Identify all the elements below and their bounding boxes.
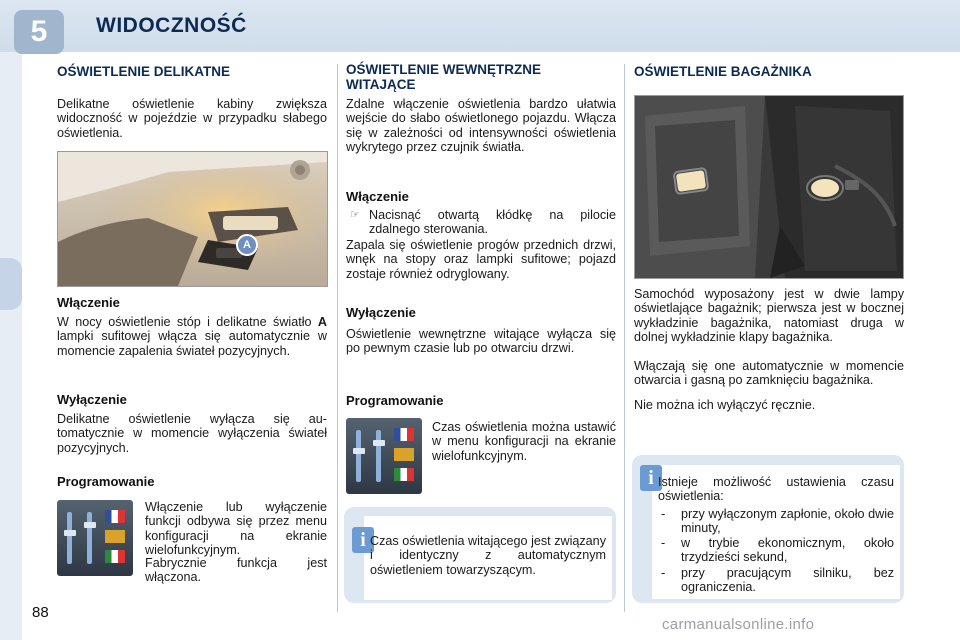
boot-lighting-manual-note: Nie można ich wyłączyć ręcznie. (634, 398, 816, 412)
heading-switch-off: Wyłączenie (57, 392, 127, 407)
watermark: carmanualsonline.info (662, 616, 815, 633)
column-divider (624, 64, 625, 612)
section-title-boot-lighting: OŚWIETLENIE BAGAŻNIKA (634, 64, 812, 79)
chapter-title: WIDOCZNOŚĆ (96, 14, 247, 37)
switch-on-text-part: lampki sufitowej włącza się automatycznie w momencie zapalenia świateł pozycyjnych. (57, 329, 327, 358)
welcome-programming-text: Czas oświetlenia można ustawić w menu konfiguracji na ekranie wielofunkcyjnym. (432, 420, 616, 463)
info-icon: i (352, 527, 374, 553)
welcome-lighting-intro: Zdalne włączenie oświetlenia bardzo ułatwia wejście do słabo oświetlonego pojazdu. Włącza się w zależności od intensywności oświetlenia wykrytego przez czujnik światła. (346, 97, 616, 154)
info-panel (344, 507, 616, 603)
boot-lighting-description: Samochód wyposażony jest w dwie lampy oświetlające bagażnik; pierwsza jest w bocznej wykładzinie bagażnika, natomiast druga w dolnej wykładzinie klapy bagażnika. (634, 287, 904, 344)
ceiling-light-photo (57, 151, 328, 287)
duration-list (658, 507, 894, 595)
settings-menu-icon (346, 418, 422, 494)
heading-programming: Programowanie (346, 393, 444, 408)
bullet-item (346, 208, 616, 237)
heading-switch-on: Włączenie (346, 189, 409, 204)
info-intro: Istnieje możliwość ustawienia czasu oświetlenia: (658, 475, 894, 504)
boot-light-photo (634, 95, 904, 279)
info-icon: i (640, 465, 662, 491)
chapter-number-badge: 5 (14, 10, 64, 54)
list-item: - w trybie ekonomicznym, około trzydzieści sekund, (658, 536, 894, 565)
column-divider (337, 64, 338, 612)
soft-lighting-intro: Delikatne oświetlenie kabiny zwiększa widoczność w pojeździe w przypadku słabego oświetlenia. (57, 97, 327, 140)
heading-programming: Programowanie (57, 474, 155, 489)
boot-lights-illustration (635, 96, 903, 278)
heading-switch-off: Wyłączenie (346, 305, 416, 320)
section-title-welcome-lighting (346, 62, 541, 92)
soft-switch-off-text: Delikatne oświetlenie wyłącza się automatycznie w momencie wyłączenia świateł pozycyjnych. (57, 412, 327, 455)
chapter-side-tab (0, 258, 22, 310)
hand-pointer-icon: ☞ (350, 209, 360, 221)
soft-switch-on-text (57, 315, 327, 358)
heading-switch-on: Włączenie (57, 295, 120, 310)
factory-setting-text: Fabrycznie funkcja jest włączona. (145, 556, 327, 585)
switch-on-text-part: W nocy oświetlenie stóp i delikatne światło (57, 315, 312, 329)
bullet-text: Nacisnąć otwartą kłódkę na pilocie zdalnego sterowania. (369, 208, 616, 237)
page-number: 88 (32, 604, 49, 621)
welcome-switch-off-text: Oświetlenie wewnętrzne witające wyłącza się po pewnym czasie lub po otwarciu drzwi. (346, 327, 616, 356)
list-item: - przy pracującym silniku, bez ograniczenia. (658, 566, 894, 595)
title-line: OŚWIETLENIE WEWNĘTRZNE (346, 62, 541, 77)
title-line: WITAJĄCE (346, 77, 416, 92)
list-item: - przy wyłączonym zapłonie, około dwie minuty, (658, 507, 894, 536)
soft-programming-text: Włączenie lub wyłączenie funkcji odbywa się przez menu konfiguracji na ekranie wielofunkcyjnym. (145, 500, 327, 557)
section-title-soft-lighting: OŚWIETLENIE DELIKATNE (57, 64, 231, 79)
info-note-welcome: Czas oświetlenia witającego jest związany i identyczny z automatycznym oświetleniem towarzyszącym. (370, 534, 606, 577)
boot-lighting-auto-text: Włączają się one automatycznie w momencie otwarcia i gasną po zamknięciu bagażnika. (634, 359, 904, 388)
callout-marker-a: A (236, 234, 258, 256)
info-panel (632, 455, 904, 603)
settings-menu-icon (57, 500, 133, 576)
lamp-label-a: A (317, 315, 328, 329)
welcome-switch-on-text: Zapala się oświetlenie progów przednich drzwi, wnęk na stopy oraz lampki sufitowe; pojazd zostaje również odryglowany. (346, 238, 616, 281)
left-margin-rail (0, 0, 22, 640)
info-note-duration (658, 475, 894, 595)
ceiling-light-illustration (58, 152, 327, 286)
